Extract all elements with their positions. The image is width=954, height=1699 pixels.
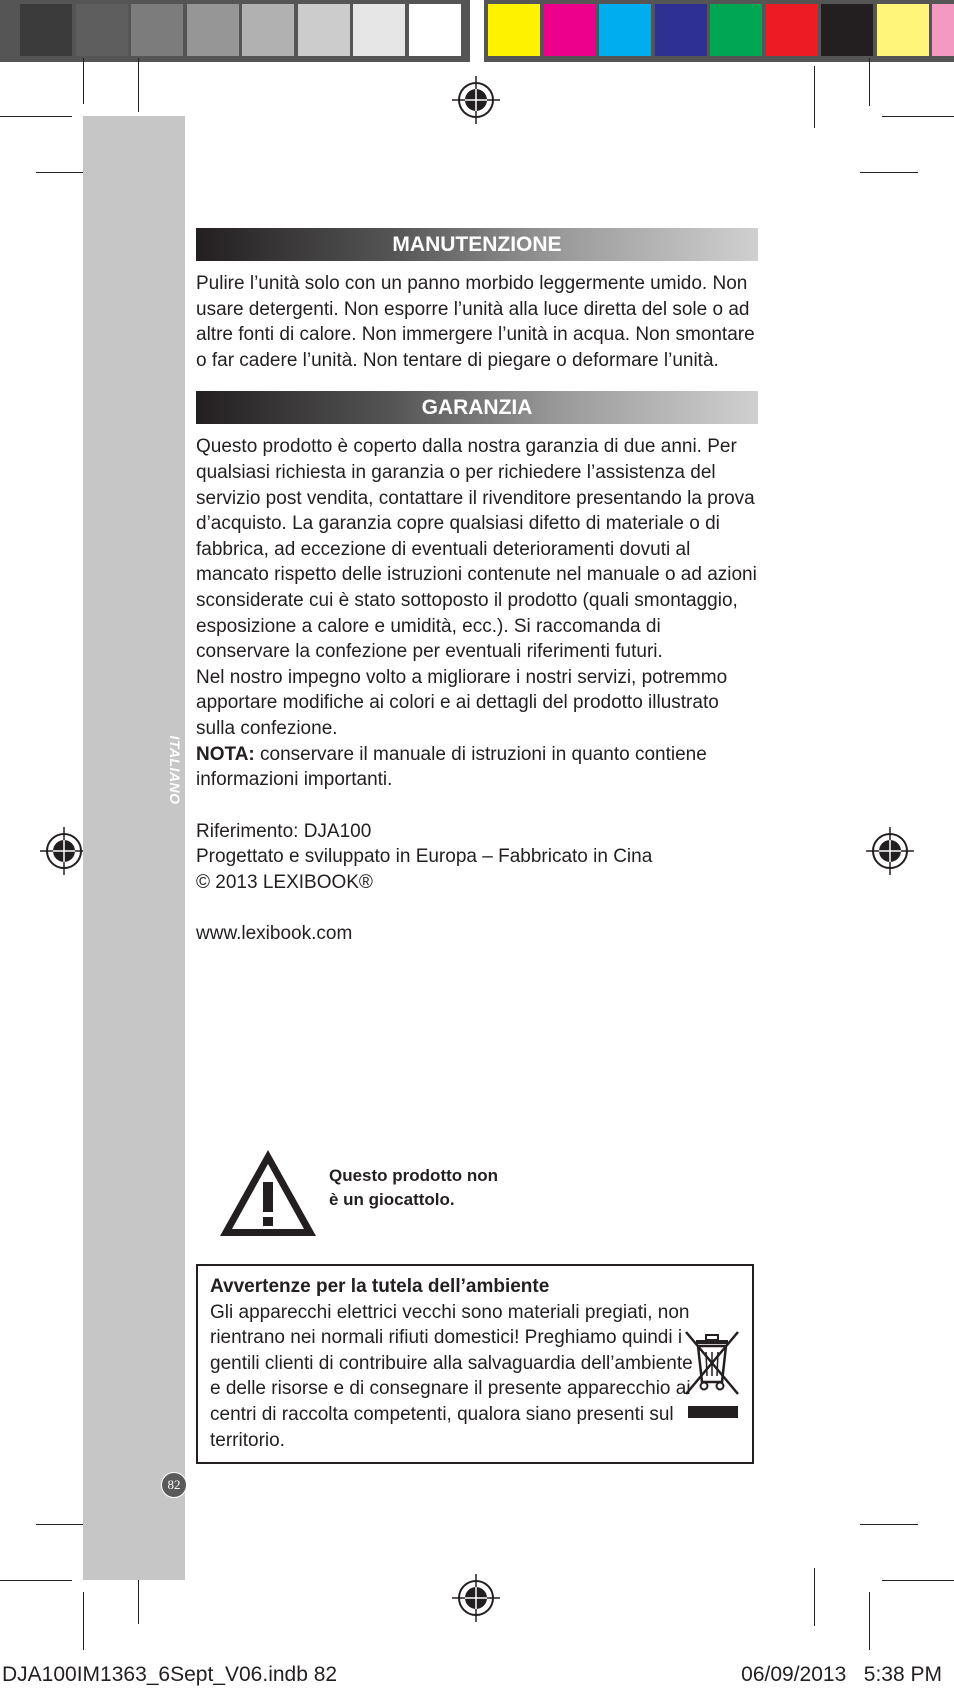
- registration-mark-icon: [40, 827, 88, 875]
- language-label: ITALIANO: [167, 735, 183, 805]
- color-swatch: [488, 4, 540, 56]
- crop-mark: [860, 172, 918, 173]
- crossed-bin-icon: [680, 1326, 744, 1426]
- gray-swatch: [76, 4, 128, 56]
- toy-warning: [216, 1144, 499, 1244]
- slug-time: 5:38 PM: [863, 1663, 942, 1686]
- color-calibration-bar: [0, 0, 954, 62]
- crop-mark: [882, 1580, 954, 1581]
- color-swatch: [877, 4, 929, 56]
- warning-text: Questo prodotto non è un giocattolo.: [329, 1166, 499, 1209]
- section-heading-manutenzione: MANUTENZIONE: [196, 228, 758, 261]
- crop-mark: [83, 1592, 84, 1650]
- color-strip: [484, 0, 954, 62]
- gray-swatch: [187, 4, 239, 56]
- page-number: 82: [161, 1472, 187, 1498]
- garanzia-improvement-text: Nel nostro impegno volto a migliorare i nostri servizi, potremmo apportare modifiche ai colori e ai dettagli del prodotto illustrato sulla confezione.: [196, 666, 728, 739]
- registration-mark-icon: [866, 827, 914, 875]
- color-swatch: [599, 4, 651, 56]
- crop-mark: [860, 1524, 918, 1525]
- crop-mark: [814, 1568, 815, 1626]
- crop-mark: [869, 58, 870, 106]
- crop-mark: [814, 66, 815, 128]
- grayscale-strip: [0, 0, 470, 62]
- crop-mark: [0, 116, 72, 117]
- origin: Progettato e sviluppato in Europa – Fabbricato in Cina: [196, 846, 653, 868]
- slug-datetime: [741, 1663, 942, 1687]
- garanzia-nota: [196, 742, 758, 793]
- manutenzione-text: Pulire l’unità solo con un panno morbido leggermente umido. Non usare detergenti. Non esporre l’unità alla luce diretta del sole o ad altre fonti di calore. Non immergere l’unità in acqua. Non smontare o far cadere l’unità. Non tentare di piegare o deformare l’unità.: [196, 273, 755, 371]
- gray-swatch: [353, 4, 405, 56]
- garanzia-text: Questo prodotto è coperto dalla nostra garanzia di due anni. Per qualsiasi richiesta in garanzia o per richiedere l’assistenza del servizio post vendita, contattare il rivenditore presentando la prova d’acquisto. La garanzia copre qualsiasi difetto di materiale o di fabbrica, ad eccezione di eventuali deterioramenti dovuti al mancato rispetto delle istruzioni contenute nel manuale o ad azioni sconsiderate cui è stato sottoposto il prodotto (quali smontaggio, esposizione a calore e umidità, ecc.). Si raccomanda di conservare la confezione per eventuali riferimenti futuri.: [196, 436, 757, 663]
- crop-mark: [0, 1580, 72, 1581]
- website: www.lexibook.com: [196, 923, 353, 945]
- color-swatch: [932, 4, 954, 56]
- nota-text: conservare il manuale di istruzioni in quanto contiene informazioni importanti.: [196, 743, 707, 791]
- gray-swatch: [409, 4, 461, 56]
- registration-mark-icon: [452, 76, 500, 124]
- side-band: [83, 116, 185, 1580]
- slug-filename: DJA100IM1363_6Sept_V06.indb 82: [2, 1663, 338, 1686]
- color-swatch: [655, 4, 707, 56]
- environment-title: Avvertenze per la tutela dell’ambiente: [210, 1276, 550, 1297]
- gray-swatch: [242, 4, 294, 56]
- color-swatch: [766, 4, 818, 56]
- environment-notice: [196, 1264, 754, 1464]
- nota-label: NOTA:: [196, 743, 255, 765]
- crop-mark: [869, 1592, 870, 1650]
- registration-mark-icon: [452, 1574, 500, 1622]
- gray-swatch: [20, 4, 72, 56]
- reference: Riferimento: DJA100: [196, 820, 372, 842]
- crop-mark: [83, 58, 84, 104]
- color-swatch: [544, 4, 596, 56]
- gray-swatch: [131, 4, 183, 56]
- crop-mark: [882, 116, 954, 117]
- color-swatch: [821, 4, 873, 56]
- color-swatch: [710, 4, 762, 56]
- environment-text: Gli apparecchi elettrici vecchi sono materiali pregiati, non rientrano nei normali rifiuti domestici! Preghiamo quindi i gentili clienti di contribuire alla salvaguardia dell’ambiente e delle risorse e di consegnare il presente apparecchio ai centri di raccolta competenti, qualora siano presenti sul territorio.: [210, 1301, 693, 1451]
- main-content: [196, 228, 758, 947]
- slug-date: 06/09/2013: [741, 1663, 847, 1686]
- warning-triangle-icon: [216, 1144, 320, 1242]
- copyright: © 2013 LEXIBOOK®: [196, 871, 373, 893]
- crop-mark: [138, 58, 139, 112]
- section-heading-garanzia: GARANZIA: [196, 391, 758, 424]
- gray-swatch: [298, 4, 350, 56]
